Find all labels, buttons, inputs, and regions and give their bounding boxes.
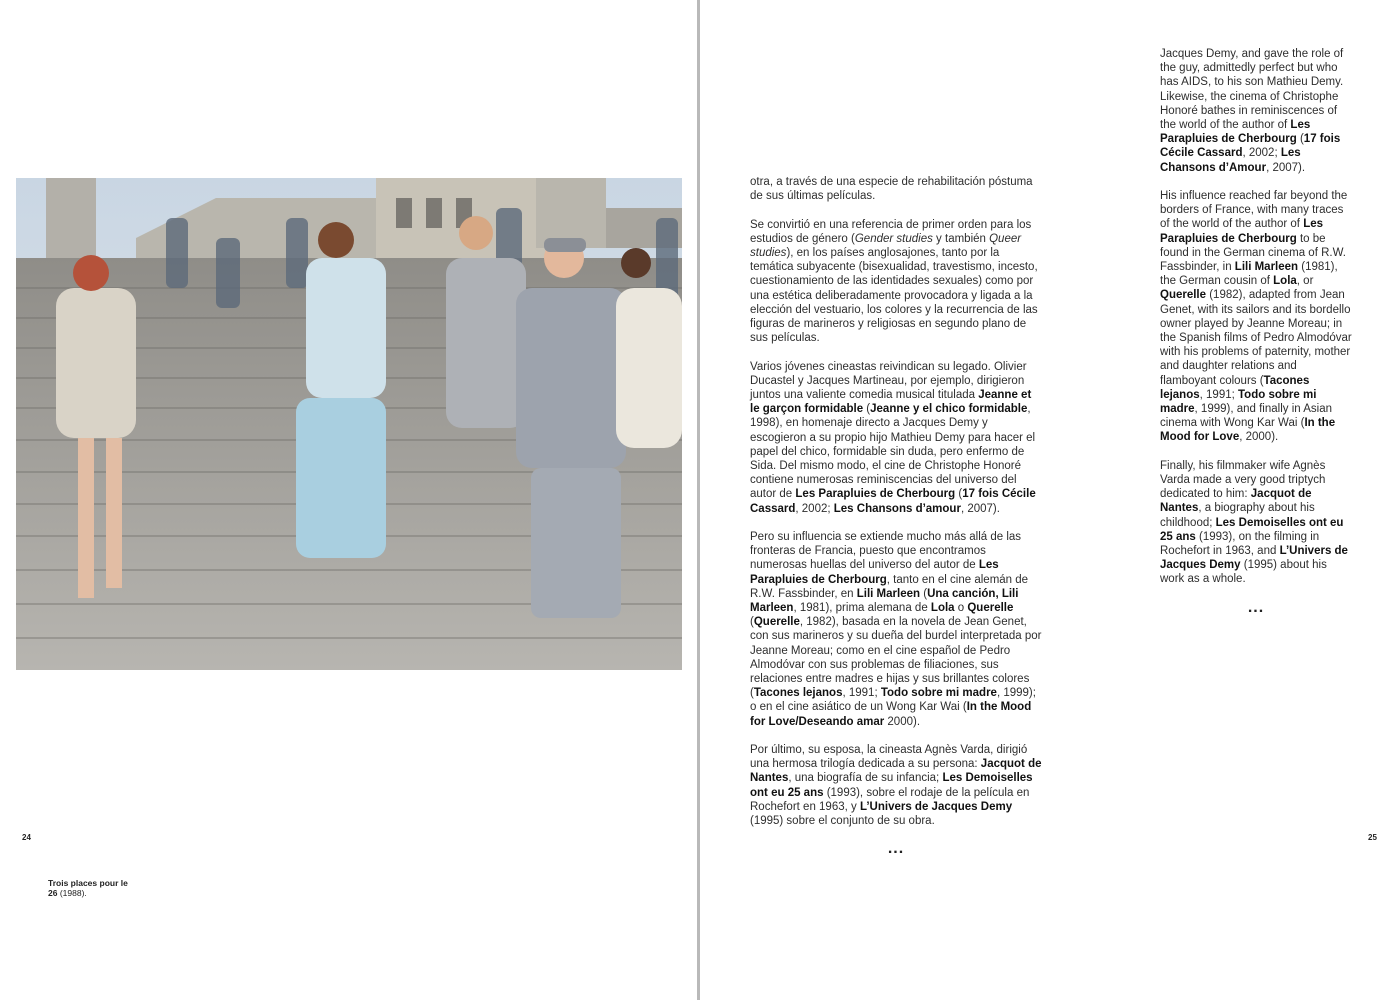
text-run: (1993), on the filming in Rochefort in 1963, and bbox=[1160, 530, 1320, 558]
text-run: , 1981), prima alemana de bbox=[793, 602, 931, 615]
text-run: Jeanne et le garçon formidable bbox=[750, 389, 1032, 416]
spanish-text-column bbox=[750, 175, 1042, 857]
text-run: , 2002; bbox=[1242, 147, 1281, 160]
page-number-left: 24 bbox=[22, 833, 31, 842]
left-page bbox=[0, 0, 699, 1000]
text-run: Les Chansons d’amour bbox=[833, 502, 961, 515]
text-run: Todo sobre mi madre bbox=[1160, 388, 1317, 416]
text-run: ( bbox=[920, 587, 928, 600]
text-run: , 2002; bbox=[795, 502, 834, 515]
text-run: ( bbox=[955, 488, 963, 501]
text-run: ( bbox=[1296, 133, 1304, 146]
text-run: Les Parapluies de Cherbourg bbox=[795, 488, 956, 501]
text-run: Lola bbox=[1273, 275, 1297, 288]
text-run: , 1991; bbox=[842, 687, 881, 700]
text-run: Tacones lejanos bbox=[1160, 374, 1310, 401]
text-run: , 2007). bbox=[1266, 161, 1306, 174]
text-run: , or bbox=[1296, 275, 1314, 288]
page-number-right: 25 bbox=[1368, 833, 1377, 842]
right-page bbox=[701, 0, 1400, 1000]
text-run: (1993), sobre el rodaje de la película en Rochefort en 1963, y bbox=[750, 786, 1030, 813]
text-run: Tacones lejanos bbox=[753, 687, 843, 700]
caption-year: (1988). bbox=[59, 888, 87, 898]
en-paragraph-2 bbox=[1160, 189, 1352, 445]
text-run: Finally, his filmmaker wife Agnès Varda made a very good triptych dedicated to him: bbox=[1160, 459, 1326, 501]
text-run: Les Parapluies de Cherbourg bbox=[1160, 218, 1324, 245]
text-run: , tanto en el cine alemán de R.W. Fassbinder, en bbox=[750, 573, 1029, 600]
text-run: , a biography about his childhood; bbox=[1160, 502, 1315, 529]
text-run: Les Parapluies de Cherbourg bbox=[750, 559, 999, 586]
english-text-column bbox=[1160, 47, 1352, 615]
text-run: Pero su influencia se extiende mucho más allá de las fronteras de Francia, puesto que encontramos numerosas huellas del universo del autor de bbox=[750, 531, 1022, 572]
caption-title: Trois places pour le 26 bbox=[48, 878, 128, 898]
text-run: (1981), the German cousin of bbox=[1160, 261, 1338, 288]
text-run: , 2007). bbox=[960, 502, 1000, 515]
text-run: Gender studies bbox=[854, 232, 933, 245]
text-run: 2000). bbox=[884, 715, 921, 728]
text-run: Les Demoiselles ont eu 25 ans bbox=[750, 772, 1033, 799]
text-run: In the Mood for Love/Deseando amar bbox=[750, 701, 1032, 728]
text-run: , 1998), en homenaje directo a Jacques Demy y escogieron a su propio hijo Mathieu Demy para hacer el papel del chico, formidable sin duda, pero enfermo de Sida. Del mismo modo, el cine de Christophe Honoré contiene numerosas reminiscencias del universo del autor de bbox=[750, 403, 1036, 501]
text-run: Jeanne y el chico formidable bbox=[870, 403, 1028, 416]
en-paragraph-1 bbox=[1160, 47, 1352, 175]
text-run: , 1991; bbox=[1199, 388, 1239, 401]
staircase-dancers-image bbox=[16, 178, 682, 670]
text-run: , 2000). bbox=[1239, 431, 1279, 444]
es-paragraph-5 bbox=[750, 743, 1042, 828]
text-run: Se convirtió en una referencia de primer orden para los estudios de género ( bbox=[750, 218, 1032, 245]
en-paragraph-3 bbox=[1160, 459, 1352, 587]
text-run: Lola bbox=[930, 602, 955, 615]
text-run: Queer studies bbox=[750, 232, 1022, 259]
es-paragraph-1 bbox=[750, 175, 1042, 203]
text-run: , una biografía de su infancia; bbox=[788, 772, 943, 785]
text-run: Lili Marleen bbox=[856, 587, 921, 600]
text-run: Jacquot de Nantes bbox=[1160, 488, 1312, 515]
text-run: L’Univers de Jacques Demy bbox=[859, 800, 1013, 813]
text-run: Les Demoiselles ont eu 25 ans bbox=[1160, 516, 1344, 543]
text-run: Una canción, Lili Marleen bbox=[750, 587, 1019, 615]
text-run: (1982), adapted from Jean Genet, with its sailors and its bordello owner played by Jeanne Moreau; in the Spanish films of Pedro Almodóvar with his problems of paternity, mother and daughter relations and flamboyant colours ( bbox=[1160, 289, 1352, 387]
text-run: (1995) sobre el conjunto de su obra. bbox=[750, 815, 935, 828]
text-run: Les Chansons d’Amour bbox=[1160, 147, 1301, 174]
text-run: Varios jóvenes cineastas reivindican su legado. Olivier Ducastel y Jacques Martineau, por ejemplo, dirigieron juntos una valiente comedia musical titulada bbox=[750, 360, 1027, 402]
es-paragraph-3 bbox=[750, 360, 1042, 516]
text-run: Por último, su esposa, la cineasta Agnès Varda, dirigió una hermosa trilogía dedicada a su persona: bbox=[750, 744, 1028, 771]
page-gutter bbox=[697, 0, 700, 1000]
es-paragraph-2 bbox=[750, 218, 1042, 346]
text-run: ( bbox=[750, 616, 754, 629]
film-still-photo bbox=[16, 178, 682, 670]
text-run: 17 fois Cécile Cassard bbox=[750, 488, 1036, 515]
text-run: His influence reached far beyond the borders of France, with many traces of the world of the author of bbox=[1160, 190, 1348, 231]
text-run: Querelle bbox=[1160, 289, 1207, 302]
text-run: Jacques Demy, and gave the role of the guy, admittedly perfect but who has AIDS, to his son Mathieu Demy. Likewise, the cinema of Christophe Honoré bathes in reminiscences of the world of the author of bbox=[1160, 48, 1344, 132]
es-paragraph-4 bbox=[750, 530, 1042, 729]
text-run: Querelle bbox=[967, 602, 1014, 615]
text-run: otra, a través de una especie de rehabilitación póstuma de sus últimas películas. bbox=[750, 176, 1033, 203]
text-run: 17 fois Cécile Cassard bbox=[1160, 133, 1341, 160]
text-run: Jacquot de Nantes bbox=[750, 758, 1042, 785]
text-run: , 1982), basada en la novela de Jean Genet, con sus marineros y su dueña del burdel interpretada por Jeanne Moreau; como en el cine español de Pedro Almodóvar con sus problemas de filiaciones, sus relaciones entre madres e hijas y sus brillantes colores ( bbox=[750, 616, 1042, 700]
text-run: to be found in the German cinema of R.W. Fassbinder, in bbox=[1160, 232, 1347, 274]
text-run: ( bbox=[863, 403, 871, 416]
es-ellipsis: ... bbox=[887, 840, 905, 858]
text-run: L’Univers de Jacques Demy bbox=[1160, 545, 1348, 572]
text-run: ), en los países anglosajones, tanto por la temática subyacente (bisexualidad, travestismo, incesto, cuestionamiento de las identidades sexuales) como por una estética deliberadamente provocadora y ligada a la elección del vestuario, los colores y la recurrencia de las figuras de marineros y religiosas en segundo plano de sus películas. bbox=[750, 247, 1038, 345]
photo-caption bbox=[48, 878, 138, 898]
text-run: , 1999); o en el cine asiático de un Wong Kar Wai ( bbox=[750, 687, 1036, 714]
text-run: Todo sobre mi madre bbox=[880, 687, 997, 700]
en-ellipsis: ... bbox=[1247, 598, 1265, 616]
text-run: Les Parapluies de Cherbourg bbox=[1160, 119, 1311, 146]
text-run: Querelle bbox=[753, 616, 800, 629]
text-run: o bbox=[954, 602, 968, 615]
text-run: Lili Marleen bbox=[1234, 261, 1299, 274]
text-run: In the Mood for Love bbox=[1160, 417, 1336, 444]
text-run: , 1999), and finally in Asian cinema with Wong Kar Wai ( bbox=[1160, 403, 1332, 430]
text-run: (1995) about his work as a whole. bbox=[1160, 559, 1327, 586]
text-run: y también bbox=[932, 232, 990, 245]
